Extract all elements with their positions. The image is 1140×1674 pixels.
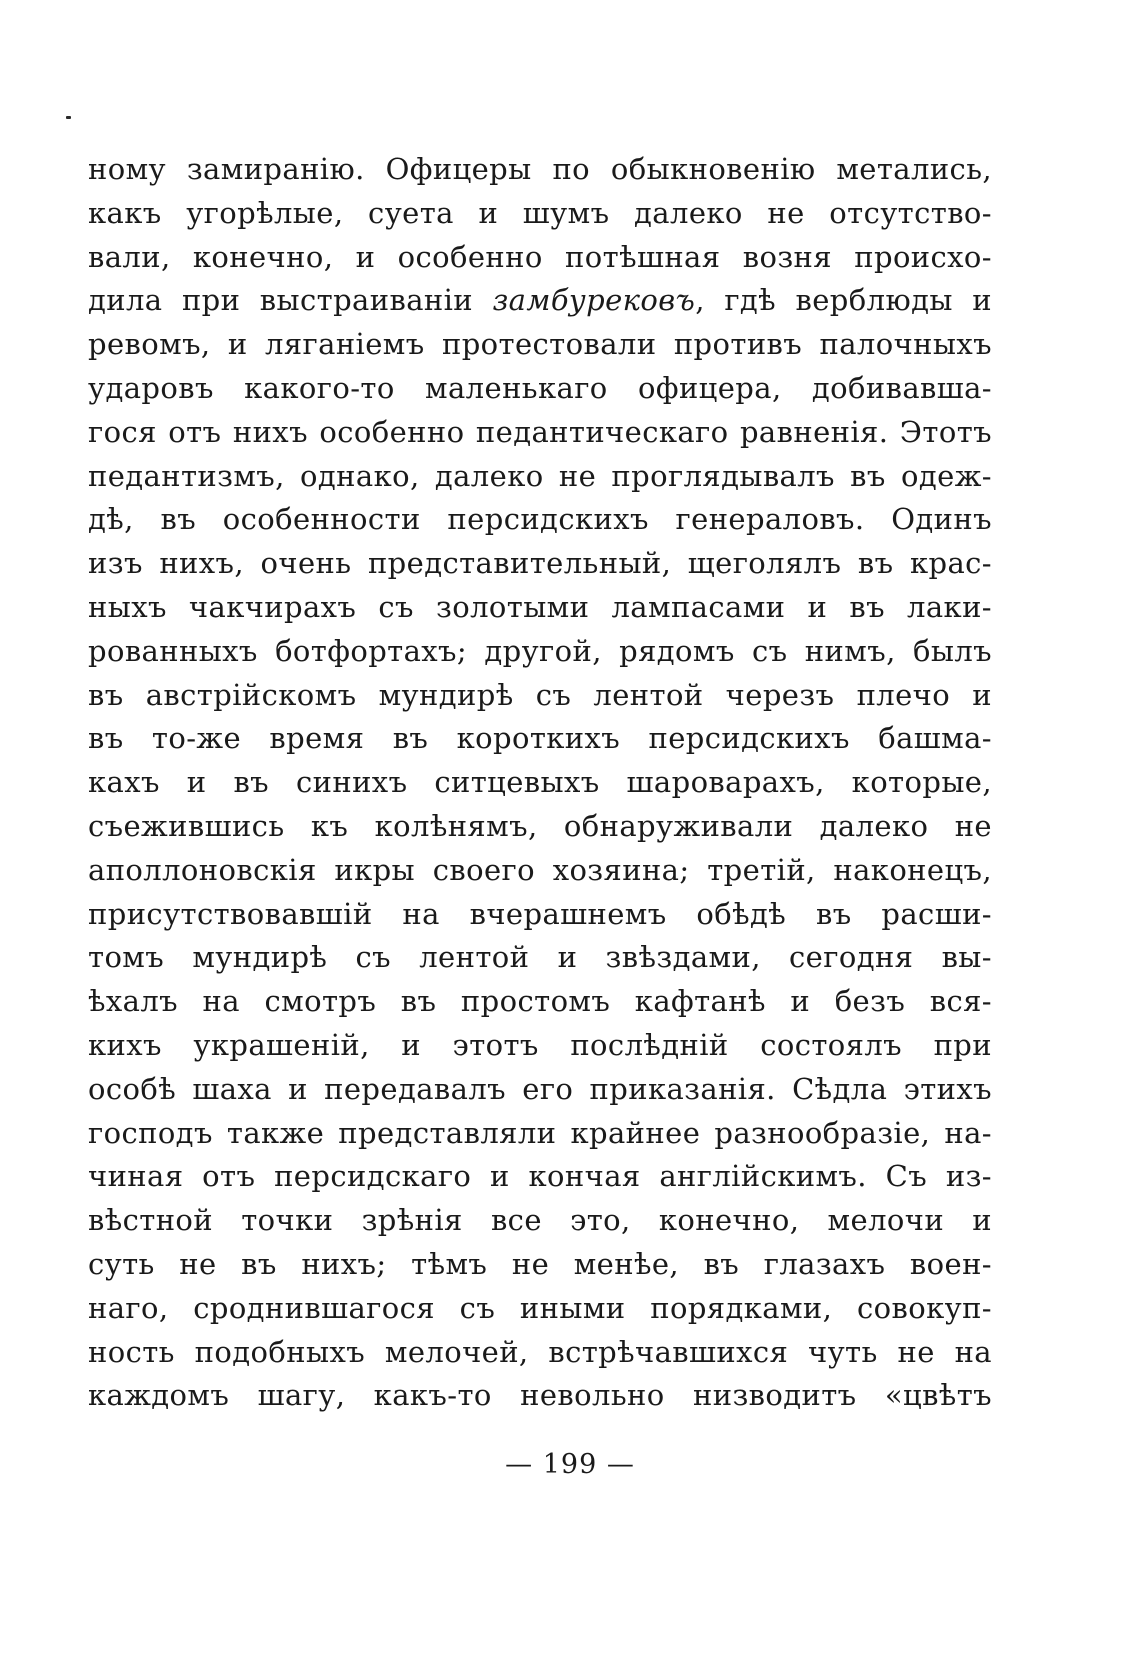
text-line: кихъ украшеній, и этотъ послѣдній состоялъ при <box>88 1027 992 1062</box>
text-line: ность подобныхъ мелочей, встрѣчавшихся чуть не на <box>88 1334 992 1369</box>
text-segment: , гдѣ верблюды и <box>695 283 992 318</box>
text-segment: дила при выстраиваніи <box>88 283 493 318</box>
text-line: изъ нихъ, очень представительный, щеголялъ въ крас- <box>88 546 992 581</box>
text-line: присутствовавшій на вчерашнемъ обѣдѣ въ расши- <box>88 896 992 931</box>
text-line: ному замиранію. Офицеры по обыкновенію метались, <box>88 152 992 186</box>
text-line: каждомъ шагу, какъ-то невольно низводитъ «цвѣтъ <box>88 1378 992 1413</box>
text-line: вѣстной точки зрѣнія все это, конечно, мелочи и <box>88 1203 992 1238</box>
text-line: ѣхалъ на смотръ въ простомъ кафтанѣ и безъ вся- <box>88 984 992 1019</box>
text-line: ныхъ чакчирахъ съ золотыми лампасами и въ лаки- <box>88 589 992 624</box>
body-text <box>88 148 992 1418</box>
text-line: чиная отъ персидскаго и кончая англійскимъ. Съ из- <box>88 1159 992 1194</box>
stray-ink-mark <box>66 116 71 119</box>
text-line: особѣ шаха и передавалъ его приказанія. Сѣдла этихъ <box>88 1071 992 1106</box>
text-line: аполлоновскія икры своего хозяина; третій, наконецъ, <box>88 852 992 887</box>
text-line: кахъ и въ синихъ ситцевыхъ шароварахъ, которые, <box>88 765 992 800</box>
text-line: вали, конечно, и особенно потѣшная возня происхо- <box>88 239 992 274</box>
text-line: дѣ, въ особенности персидскихъ генераловъ. Одинъ <box>88 502 992 537</box>
text-line: ревомъ, и ляганіемъ протестовали противъ палочныхъ <box>88 327 992 362</box>
text-line: ударовъ какого-то маленькаго офицера, добивавша- <box>88 370 992 405</box>
text-line: рованныхъ ботфортахъ; другой, рядомъ съ нимъ, былъ <box>88 633 992 668</box>
text-line: какъ угорѣлые, суета и шумъ далеко не отсутство- <box>88 195 992 230</box>
text-line: господъ также представляли крайнее разнообразіе, на- <box>88 1115 992 1150</box>
italic-term: замбурековъ <box>492 283 696 318</box>
text-line: съежившись къ колѣнямъ, обнаруживали далеко не <box>88 808 992 843</box>
text-line: гося отъ нихъ особенно педантическаго равненія. Этотъ <box>88 414 992 449</box>
page-number: — 199 — <box>505 1449 635 1480</box>
text-line: педантизмъ, однако, далеко не проглядывалъ въ одеж- <box>88 458 992 493</box>
text-line: томъ мундирѣ съ лентой и звѣздами, сегодня вы- <box>88 940 992 975</box>
text-line-with-italic <box>88 279 992 323</box>
text-line: суть не въ нихъ; тѣмъ не менѣе, въ глазахъ воен- <box>88 1246 992 1281</box>
text-line: въ то-же время въ короткихъ персидскихъ башма- <box>88 721 992 756</box>
text-line: въ австрійскомъ мундирѣ съ лентой черезъ плечо и <box>88 677 992 712</box>
text-line: наго, сроднившагося съ иными порядками, совокуп- <box>88 1290 992 1325</box>
